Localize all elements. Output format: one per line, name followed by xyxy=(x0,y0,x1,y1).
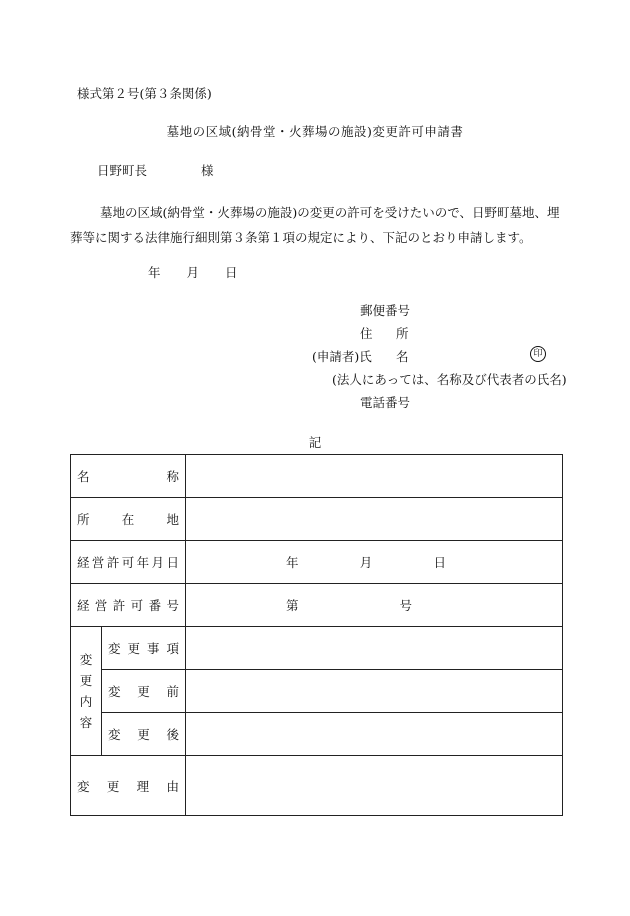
application-form-table xyxy=(70,454,563,816)
label-char: 事 xyxy=(146,641,160,656)
label-char: 後 xyxy=(166,727,179,742)
label-char: 由 xyxy=(166,778,179,794)
label-char: 経 xyxy=(77,598,90,613)
label-change-content xyxy=(71,627,102,756)
label-char: 変 xyxy=(108,641,121,656)
application-statement: 墓地の区域(納骨堂・火葬場の施設)の変更の許可を受けたいので、日野町墓地、埋葬等に関する法律施行細則第３条第１項の規定により、下記のとおり申請します。 xyxy=(70,205,560,245)
label-char: 変 xyxy=(77,778,90,794)
postal-code-label: 郵便番号 xyxy=(360,303,411,318)
label-char: 項 xyxy=(166,641,179,656)
label-name xyxy=(71,455,186,498)
change-items-value-cell[interactable] xyxy=(186,627,563,670)
label-char: 所 xyxy=(77,512,90,527)
label-char: 経 xyxy=(77,555,90,570)
application-date[interactable] xyxy=(148,263,260,281)
label-char: 日 xyxy=(166,555,179,570)
label-char: 許 xyxy=(112,598,126,613)
label-char: 称 xyxy=(166,469,179,484)
permit-number-value-cell[interactable] xyxy=(186,584,563,627)
label-char: 在 xyxy=(121,512,135,527)
label-char: 月 xyxy=(151,555,165,570)
permit-date-value-cell[interactable] xyxy=(186,541,563,584)
label-char: 変 xyxy=(108,684,121,699)
change-reason-value-cell[interactable] xyxy=(186,756,563,816)
row-permit-date xyxy=(71,541,563,584)
address-label-2: 所 xyxy=(396,326,409,341)
label-char: 号 xyxy=(166,598,179,613)
addressee-honorific: 様 xyxy=(201,163,214,178)
label-char: 営 xyxy=(91,555,105,570)
addressee xyxy=(97,161,214,179)
label-char: 更 xyxy=(127,641,140,656)
label-char: 営 xyxy=(94,598,108,613)
row-name xyxy=(71,455,563,498)
label-char: 理 xyxy=(136,778,150,794)
label-change-items xyxy=(102,627,186,670)
after-change-value-cell[interactable] xyxy=(186,713,563,756)
permit-day: 日 xyxy=(433,555,446,570)
addressee-name: 日野町長 xyxy=(97,163,148,178)
label-change-reason xyxy=(71,756,186,816)
name-label: 名 xyxy=(396,349,409,364)
label-char: 可 xyxy=(130,598,144,613)
label-char: 地 xyxy=(166,512,179,527)
label-permit-date xyxy=(71,541,186,584)
phone-label: 電話番号 xyxy=(360,395,411,410)
corporation-note: (法人にあっては、名称及び代表者の氏名) xyxy=(332,372,567,387)
applicant-prefix: (申請者)氏 xyxy=(312,349,372,364)
before-change-value-cell[interactable] xyxy=(186,670,563,713)
permit-year: 年 xyxy=(286,555,299,570)
label-char: 更 xyxy=(137,684,150,699)
row-before-change xyxy=(71,670,563,713)
date-month: 月 xyxy=(186,265,200,280)
row-permit-number xyxy=(71,584,563,627)
ki-marker: 記 xyxy=(308,435,322,450)
label-char: 更 xyxy=(106,778,120,794)
label-char: 年 xyxy=(136,555,150,570)
label-char: 可 xyxy=(121,555,135,570)
label-char: 更 xyxy=(79,673,93,688)
label-before-change xyxy=(102,670,186,713)
address-label-1: 住 xyxy=(360,326,373,341)
label-char: 名 xyxy=(77,469,90,484)
label-permit-number xyxy=(71,584,186,627)
label-char: 変 xyxy=(79,652,93,667)
label-char: 内 xyxy=(79,694,93,709)
label-location xyxy=(71,498,186,541)
document-title: 墓地の区域(納骨堂・火葬場の施設)変更許可申請書 xyxy=(166,124,464,139)
permit-month: 月 xyxy=(359,555,373,570)
date-day: 日 xyxy=(225,265,238,280)
label-char: 容 xyxy=(79,715,93,730)
label-char: 番 xyxy=(148,598,162,613)
form-number: 様式第２号(第３条関係) xyxy=(77,86,212,101)
row-change-reason xyxy=(71,756,563,816)
permit-number-prefix: 第 xyxy=(286,598,299,613)
date-year: 年 xyxy=(148,265,161,280)
seal-mark: 印 xyxy=(530,346,546,362)
row-change-items xyxy=(71,627,563,670)
label-after-change xyxy=(102,713,186,756)
label-char: 許 xyxy=(106,555,120,570)
row-after-change xyxy=(71,713,563,756)
permit-number-suffix: 号 xyxy=(399,598,412,613)
label-char: 前 xyxy=(166,684,179,699)
location-value-cell[interactable] xyxy=(186,498,563,541)
label-char: 更 xyxy=(137,727,150,742)
name-value-cell[interactable] xyxy=(186,455,563,498)
label-char: 変 xyxy=(108,727,121,742)
row-location xyxy=(71,498,563,541)
